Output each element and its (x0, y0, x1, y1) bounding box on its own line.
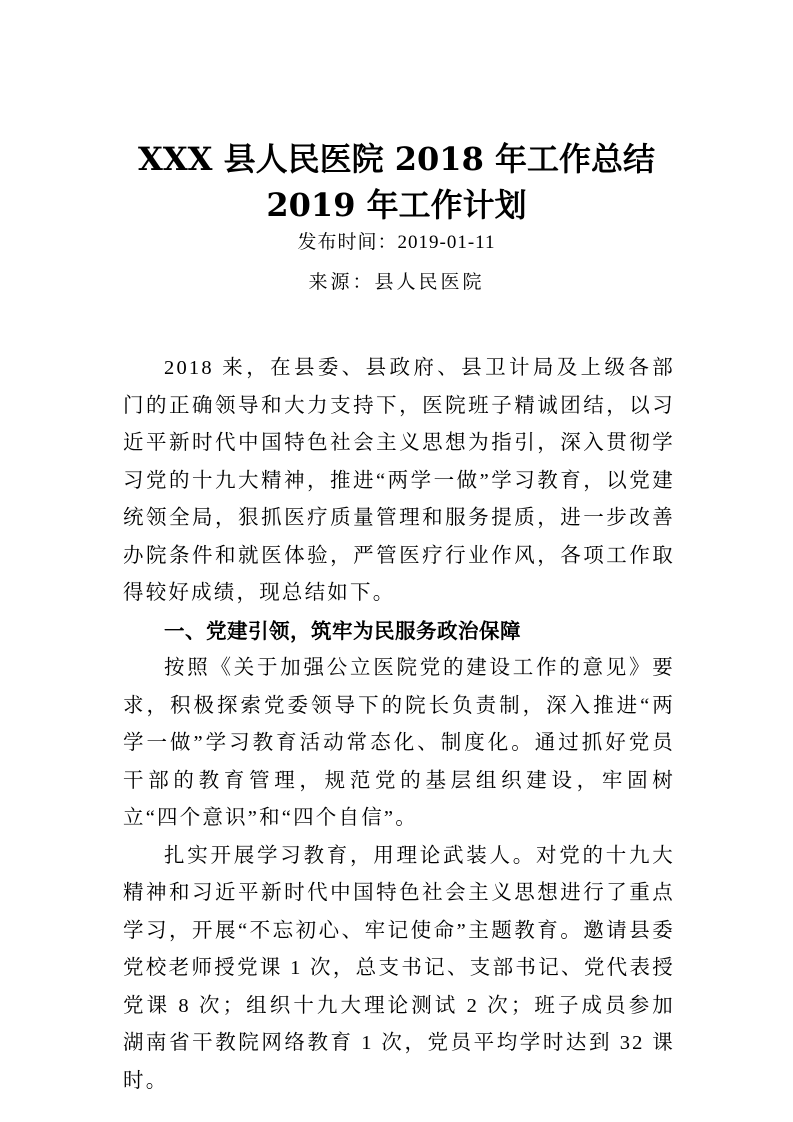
publish-date: 发布时间：2019-01-11 (297, 232, 496, 253)
source-label: 来源：县人民医院 (308, 272, 485, 293)
section-heading: 一、党建引领，筑牢为民服务政治保障 (164, 618, 521, 643)
document-body (123, 350, 675, 1100)
document-title: XXX 县人民医院 2018 年工作总结 2019 年工作计划 (138, 140, 655, 224)
intro-paragraph: 2018 来，在县委、县政府、县卫计局及上级各部门的正确领导和大力支持下，医院班子精诚团结，以习近平新时代中国特色社会主义思想为指引，深入贯彻学习党的十九大精神，推进“两学一做”学习教育，以党建统领全局，狠抓医疗质量管理和服务提质，进一步改善办院条件和就医体验，严管医疗行业作风，各项工作取得较好成绩，现总结如下。 (123, 357, 675, 604)
body-paragraph: 按照《关于加强公立医院党的建设工作的意见》要求，积极探索党委领导下的院长负责制，深入推进“两学一做”学习教育活动常态化、制度化。通过抓好党员干部的教育管理，规范党的基层组织建设，牢固树立“四个意识”和“四个自信”。 (123, 657, 675, 829)
body-paragraph: 扎实开展学习教育，用理论武装人。对党的十九大精神和习近平新时代中国特色社会主义思想进行了重点学习，开展“不忘初心、牢记使命”主题教育。邀请县委党校老师授党课 1 次，总支书记、支部书记、党代表授党课 8 次；组织十九大理论测试 2 次；班子成员参加湖南省干教院网络教育 1 次，党员平均学时达到 32 课时。 (123, 844, 675, 1092)
